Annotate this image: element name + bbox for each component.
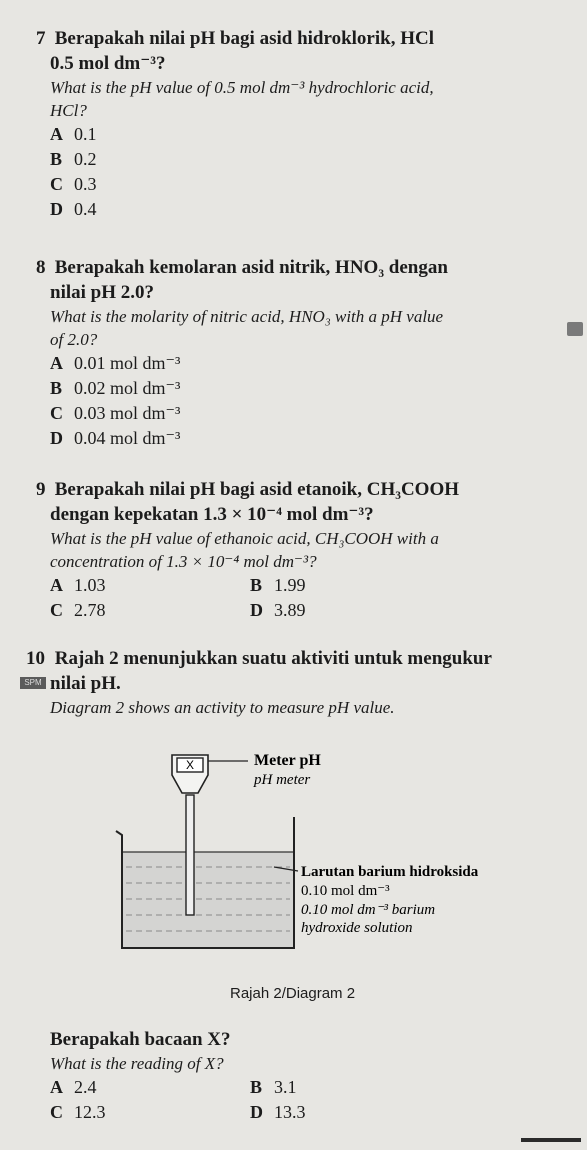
option-10c[interactable] xyxy=(50,1100,250,1125)
option-9d[interactable] xyxy=(250,598,450,623)
question-8-malay-text-1: Berapakah kemolaran asid nitrik, HNO₃ dengan xyxy=(54,257,448,278)
spm-tag: SPM xyxy=(20,677,46,689)
option-7b-text: 0.2 xyxy=(74,149,97,169)
solution-concentration: 0.10 mol dm⁻³ xyxy=(301,883,390,899)
question-7-malay-line-1 xyxy=(36,26,573,51)
option-7c[interactable] xyxy=(50,172,573,197)
option-10d-label: D xyxy=(250,1102,263,1122)
option-10b-label: B xyxy=(250,1077,263,1097)
question-10-malay-text-1: Rajah 2 menunjukkan suatu aktiviti untuk mengukur xyxy=(54,648,492,669)
diagram-caption: Rajah 2/Diagram 2 xyxy=(230,985,356,1002)
option-8c-label: C xyxy=(50,403,63,423)
question-7-options xyxy=(50,122,573,222)
option-8a-label: A xyxy=(50,353,63,373)
meter-display-label: X xyxy=(185,758,195,772)
option-9c-label: C xyxy=(50,600,63,620)
option-10a-label: A xyxy=(50,1077,63,1097)
option-7b[interactable] xyxy=(50,147,573,172)
question-8-options xyxy=(50,351,573,451)
question-9-malay-text-1: Berapakah nilai pH bagi asid etanoik, CH₃COOH xyxy=(54,479,460,500)
option-8b-label: B xyxy=(50,378,63,398)
ph-probe xyxy=(186,795,194,915)
question-7-malay-text-1: Berapakah nilai pH bagi asid hidroklorik, HCl xyxy=(54,28,434,49)
question-8-malay-line-2: nilai pH 2.0? xyxy=(50,282,154,303)
question-10-sub-english: What is the reading of X? xyxy=(50,1054,224,1073)
solution-label-english-2: hydroxide solution xyxy=(301,920,413,936)
option-10d-text: 13.3 xyxy=(274,1102,306,1122)
option-8c[interactable] xyxy=(50,401,573,426)
option-10c-text: 12.3 xyxy=(74,1102,106,1122)
option-8d[interactable] xyxy=(50,426,573,451)
question-8-malay-line-1 xyxy=(36,255,573,280)
question-10-malay-line-1 xyxy=(26,646,573,671)
option-7a-text: 0.1 xyxy=(74,124,97,144)
question-9-number: 9 xyxy=(36,479,46,500)
option-10b-text: 3.1 xyxy=(274,1077,297,1097)
option-8a[interactable] xyxy=(50,351,573,376)
option-9d-label: D xyxy=(250,600,263,620)
option-7d-label: D xyxy=(50,199,63,219)
solution-fill xyxy=(122,852,294,948)
question-10-sub xyxy=(36,1027,573,1125)
question-9-malay-line-1 xyxy=(36,477,573,502)
question-10-options xyxy=(50,1075,573,1125)
option-9d-text: 3.89 xyxy=(274,600,306,620)
ph-diagram-svg xyxy=(108,752,479,955)
page-bottom-dash xyxy=(521,1138,581,1142)
option-10a-text: 2.4 xyxy=(74,1077,97,1097)
question-9 xyxy=(36,477,573,623)
option-7a[interactable] xyxy=(50,122,573,147)
option-10d[interactable] xyxy=(250,1100,450,1125)
option-9b[interactable] xyxy=(250,573,450,598)
question-10-english-line-1: Diagram 2 shows an activity to measure pH value. xyxy=(50,698,395,717)
meter-label-english: pH meter xyxy=(254,772,311,788)
option-9c[interactable] xyxy=(50,598,250,623)
option-7a-label: A xyxy=(50,124,63,144)
option-9a-text: 1.03 xyxy=(74,575,106,595)
margin-marker xyxy=(567,322,583,336)
option-10c-label: C xyxy=(50,1102,63,1122)
question-7-english-line-2: HCl? xyxy=(50,101,87,120)
question-8 xyxy=(36,255,573,451)
option-8d-label: D xyxy=(50,428,63,448)
option-7b-label: B xyxy=(50,149,63,169)
question-8-english-line-2: of 2.0? xyxy=(50,330,98,349)
option-8c-text: 0.03 mol dm⁻³ xyxy=(74,403,181,423)
option-8b-text: 0.02 mol dm⁻³ xyxy=(74,378,181,398)
option-8d-text: 0.04 mol dm⁻³ xyxy=(74,428,181,448)
option-7c-label: C xyxy=(50,174,63,194)
option-8b[interactable] xyxy=(50,376,573,401)
solution-label-english-1: 0.10 mol dm⁻³ barium xyxy=(301,902,436,918)
option-10a[interactable] xyxy=(50,1075,250,1100)
option-9a[interactable] xyxy=(50,573,250,598)
option-9a-label: A xyxy=(50,575,63,595)
question-10-sub-malay: Berapakah bacaan X? xyxy=(50,1029,231,1050)
question-10-malay-line-2: nilai pH. xyxy=(50,673,121,694)
question-7-number: 7 xyxy=(36,28,46,49)
question-8-number: 8 xyxy=(36,257,46,278)
question-7 xyxy=(36,26,573,222)
question-8-english-line-1: What is the molarity of nitric acid, HNO₃ with a pH value xyxy=(50,307,444,326)
question-7-malay-line-2: 0.5 mol dm⁻³? xyxy=(50,53,166,74)
question-9-malay-line-2: dengan kepekatan 1.3 × 10⁻⁴ mol dm⁻³? xyxy=(50,504,374,525)
question-9-english-line-2: concentration of 1.3 × 10⁻⁴ mol dm⁻³? xyxy=(50,552,317,571)
option-7d[interactable] xyxy=(50,197,573,222)
question-7-english-line-1: What is the pH value of 0.5 mol dm⁻³ hydrochloric acid, xyxy=(50,78,434,97)
meter-label-malay: Meter pH xyxy=(254,752,321,769)
option-10b[interactable] xyxy=(250,1075,450,1100)
ph-measurement-diagram xyxy=(108,752,479,955)
option-8a-text: 0.01 mol dm⁻³ xyxy=(74,353,181,373)
option-9b-text: 1.99 xyxy=(274,575,306,595)
option-9b-label: B xyxy=(250,575,263,595)
option-7d-text: 0.4 xyxy=(74,199,97,219)
question-9-english-line-1: What is the pH value of ethanoic acid, CH₃COOH with a xyxy=(50,529,439,548)
option-9c-text: 2.78 xyxy=(74,600,106,620)
option-7c-text: 0.3 xyxy=(74,174,97,194)
question-9-options xyxy=(50,573,573,623)
solution-label-malay: Larutan barium hidroksida xyxy=(301,864,479,880)
question-10-number: 10 xyxy=(26,648,45,669)
